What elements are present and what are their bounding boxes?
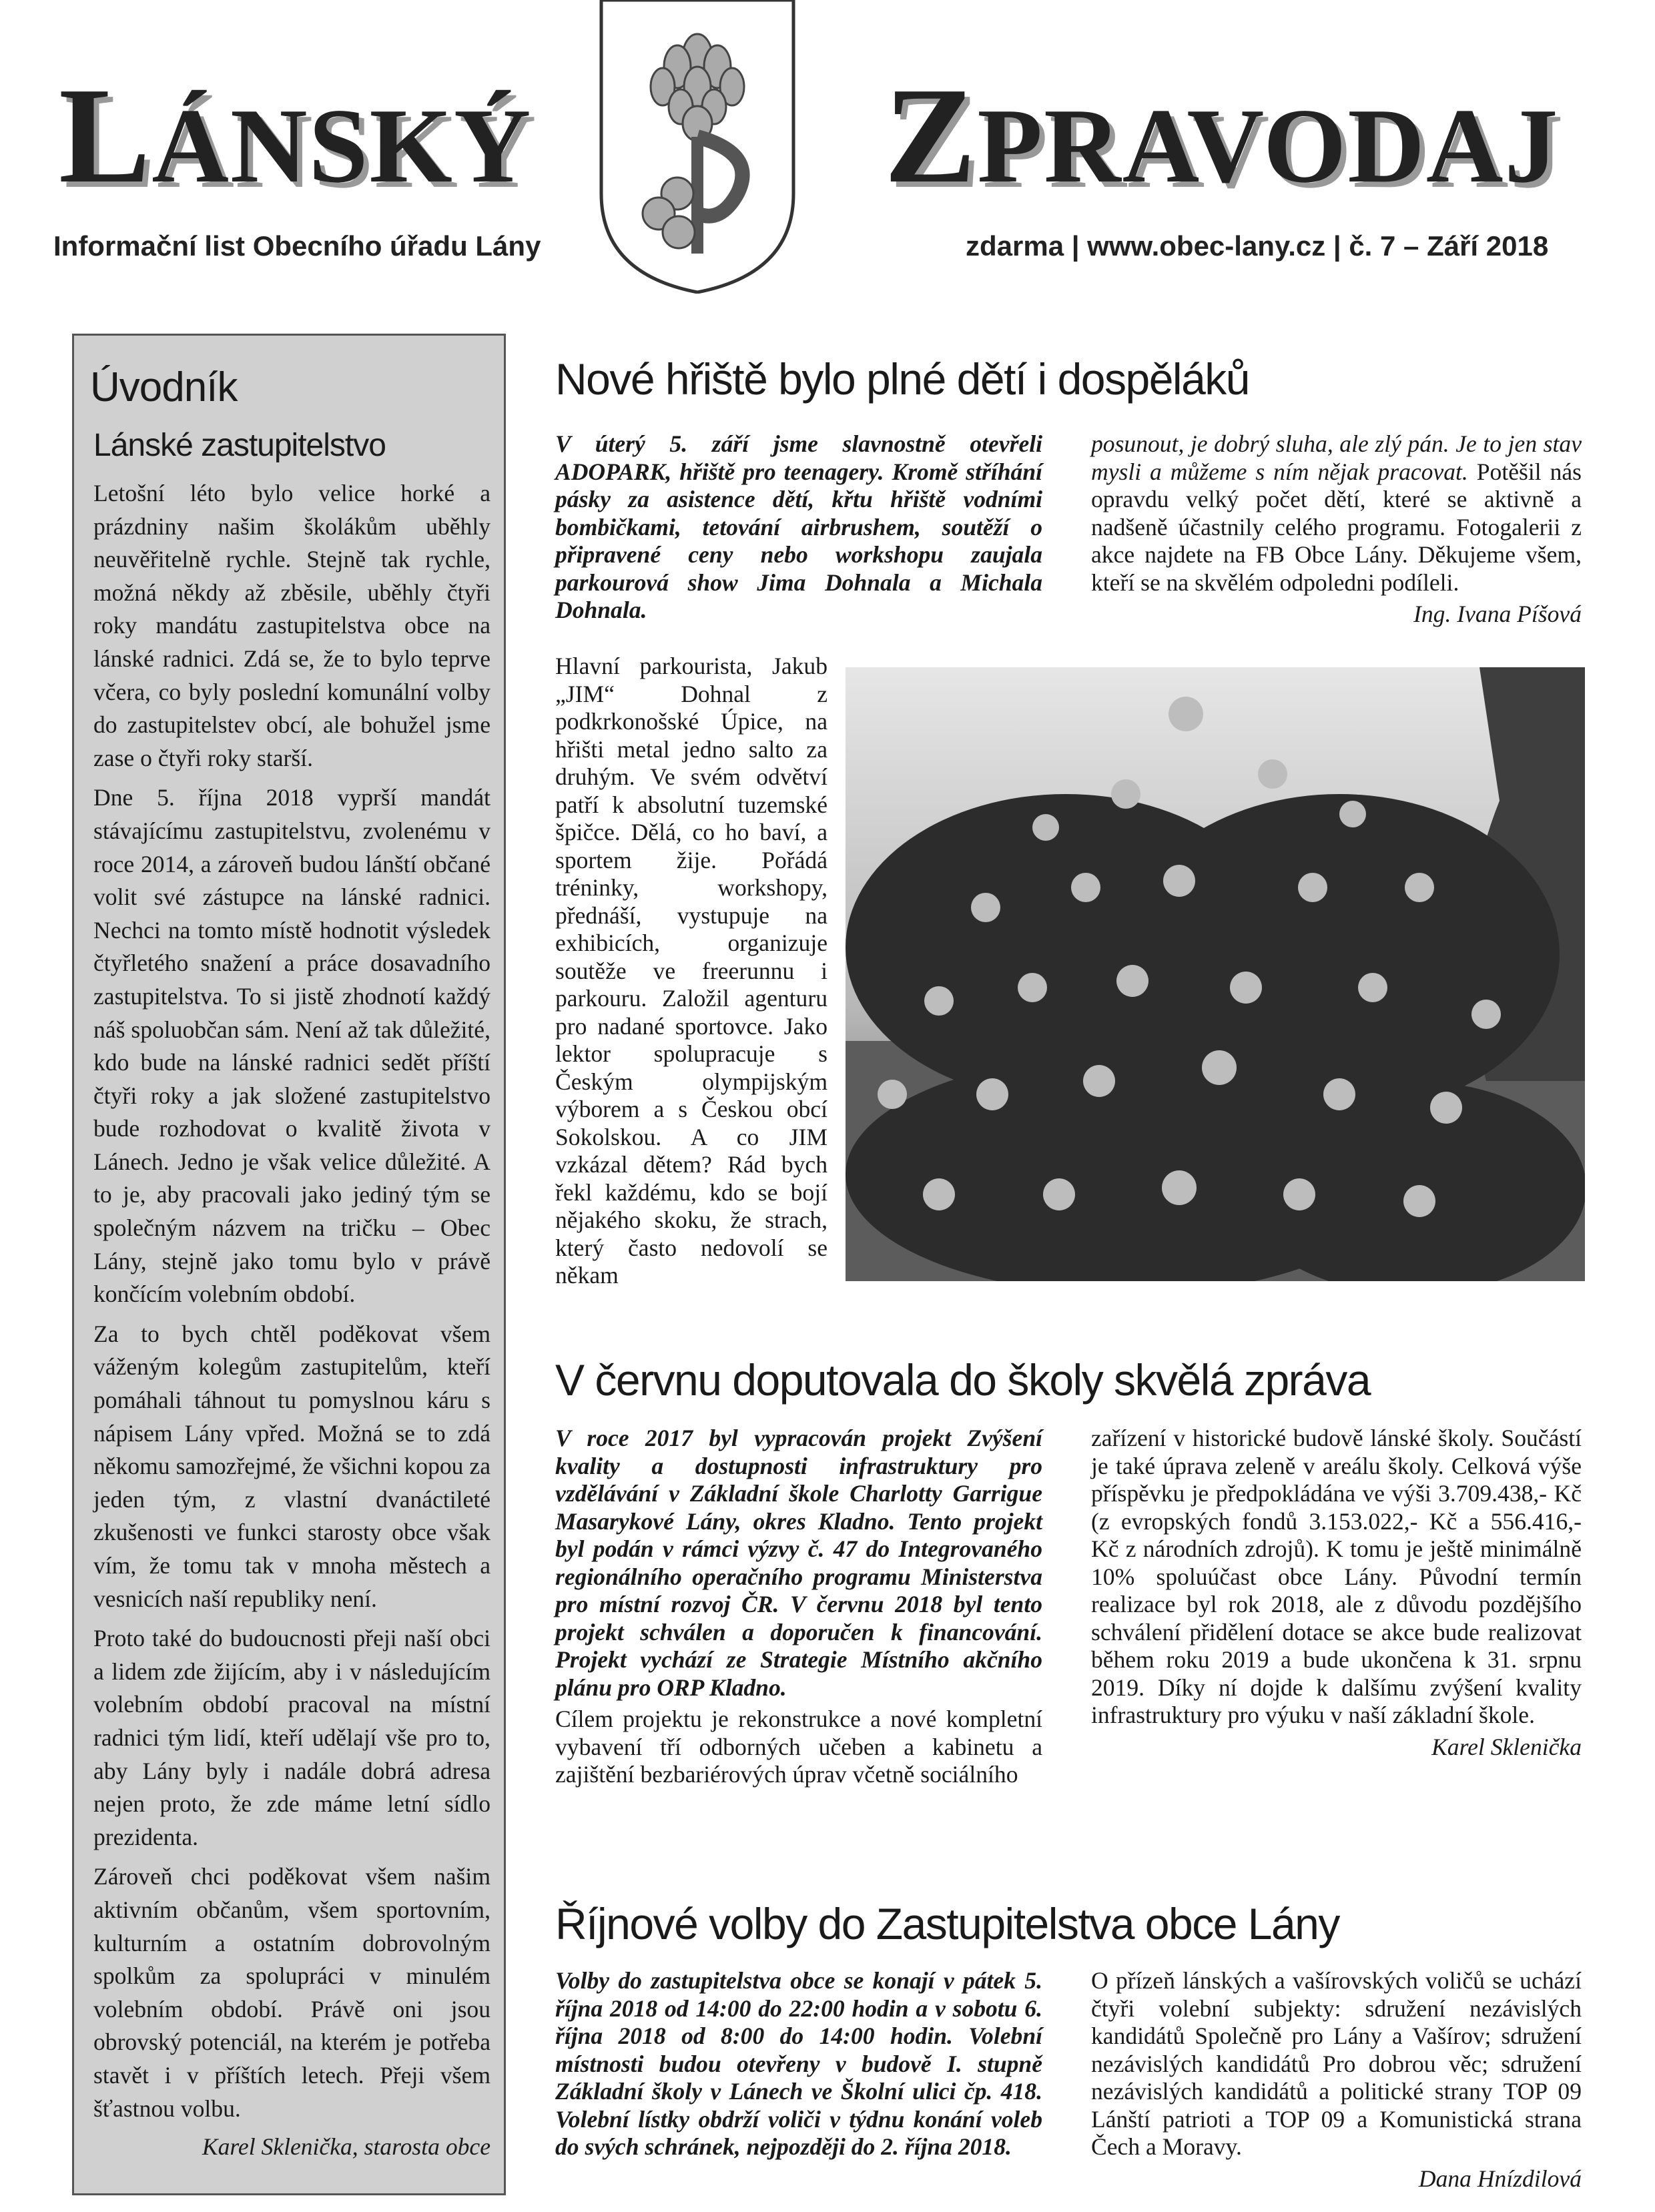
masthead-right-rest: PRAVODAJ — [977, 86, 1560, 205]
village-crest-icon — [597, 0, 797, 294]
article1-body-right-italic: posunout, je dobrý sluha, ale zlý pán. Je to jen stav mysli a můžeme s ním nějak pracovat. — [1091, 430, 1582, 485]
editorial-body — [93, 477, 490, 2164]
article1-signature: Ing. Ivana Píšová — [1413, 601, 1582, 627]
playground-group-photo — [846, 667, 1585, 1281]
article1-lead — [555, 430, 1042, 629]
article2-title: V červnu doputovala do školy skvělá zpráva — [555, 1355, 1371, 1405]
article2-left-column — [555, 1425, 1042, 1793]
editorial-heading: Úvodník — [90, 364, 238, 410]
masthead-title-right — [884, 59, 1560, 212]
article1-body-right — [1091, 430, 1582, 629]
article1-title: Nové hřiště bylo plné dětí i dospěláků — [555, 354, 1249, 404]
article3-body-right-text: O přízeň lánských a vašírovských voličů se uchází čtyři volební subjekty: sdružení nezávislých kandidátů Společně pro Lány a Vašírov; sdružení nezávislých kandidátů Pro dobrou věc; sdružení nezávislých kandidátů a politické strany TOP 09 Lánští patrioti a TOP 09 a Komunistická strana Čech a Moravy. — [1091, 1967, 1582, 2160]
editorial-paragraph: Dne 5. října 2018 vyprší mandát stávajícímu zastupitelstvu, zvolenému v roce 2014, a zároveň budou lánští občané volit své zástupce na lánské radnici. Nechci na tomto místě hodnotit výsledek čtyřletého snažení a práce dosavadního zastupitelstva. To si jistě zhodnotí každý náš spoluobčan sám. Není až tak důležité, kdo bude na lánské radnici sedět příští čtyři roky a jak složené zastupitelstvo bude rozhodovat o kvalitě života v Lánech. Jedno je však velice důležité. A to je, aby pracovali jako jediný tým se společným názvem na tričku – Obec Lány, stejně jako tomu bylo v právě končícím volebním období. — [93, 784, 490, 1308]
article1-body-right-text: Potěšil nás opravdu velký počet dětí, které se aktivně a nadšeně účastnily celého programu. Fotogalerii z akce najdete na FB Obce Lány. Děkujeme všem, kteří se na skvělém odpoledni podíleli. — [1091, 458, 1582, 596]
editorial-paragraph: Za to bych chtěl poděkovat všem váženým kolegům zastupitelům, kteří pomáhali táhnout tu pomyslnou káru s nápisem Lány vpřed. Možná se to zdá někomu samozřejmé, že všichni kopou za jeden tým, z vlastní dvanáctileté zkušenosti ve funkci starosty obce však vím, že tomu tak v mnoha městech a vesnicích naší republiky není. — [93, 1320, 490, 1612]
article2-right-column — [1091, 1425, 1582, 1761]
article3-left-column — [555, 1967, 1042, 2165]
article3-signature: Dana Hnízdilová — [1418, 2165, 1582, 2192]
masthead-left-rest: ÁNSKÝ — [151, 86, 533, 205]
article2-body-left-text: Cílem projektu je rekonstrukce a nové kompletní vybavení tří odborných učeben a kabinetu a zajištění bezbariérových úprav včetně sociálního — [555, 1706, 1042, 1788]
article2-signature: Karel Sklenička — [1431, 1733, 1582, 1760]
editorial-paragraph: Zároveň chci poděkovat všem našim aktivním občanům, všem sportovním, kulturním a ostatním dobrovolným spolkům za spolupráci v minulém volebním období. Právě oni jsou obrovský potenciál, na kterém je potřeba stavět i v příštích letech. Přeji všem šťastnou volbu. — [93, 1863, 490, 2122]
masthead-subtitle-right: zdarma | www.obec-lany.cz | č. 7 – Září 2018 — [966, 230, 1549, 262]
editorial-paragraph: Proto také do budoucnosti přeji naší obci a lidem zde žijícím, aby i v následujícím volebním období pracoval na místní radnici tým lidí, kteří udělají vše pro to, aby Lány byly i nadále dobrá adresa nejen proto, že zde máme letní sídlo prezidenta. — [93, 1625, 490, 1850]
editorial-subheading: Lánské zastupitelstvo — [93, 428, 386, 463]
masthead-subtitle-left: Informační list Obecního úřadu Lány — [53, 230, 541, 262]
article3-lead-text: Volby do zastupitelstva obce se konají v pátek 5. října 2018 od 14:00 do 22:00 hodin a v sobotu 6. října 2018 od 8:00 do 14:00 hodin. Volební místnosti budou otevřeny v budově I. stupně Základní školy v Lánech ve Školní ulici čp. 418. Volební lístky obdrží voliči v týdnu konání voleb do svých schránek, nejpozději do 2. října 2018. — [555, 1967, 1042, 2160]
article1-body-right-paragraph — [1091, 430, 1582, 597]
masthead-right-initial: Z — [884, 59, 978, 212]
article3-title: Říjnové volby do Zastupitelstva obce Lány — [555, 1899, 1339, 1948]
editorial-signature: Karel Sklenička, starosta obce — [202, 2133, 490, 2161]
article1-body-left — [555, 653, 828, 1294]
masthead-left-initial: L — [59, 59, 152, 212]
article3-right-column — [1091, 1967, 1582, 2193]
masthead-title-left — [59, 59, 533, 212]
article1-lead-text: V úterý 5. září jsme slavnostně otevřeli ADOPARK, hřiště pro teenagery. Kromě stříhání pásky za asistence dětí, křtu hřiště vodními bombičkami, tetování airbrushem, soutěží o připravené ceny nebo workshopu zaujala parkourová show Jima Dohnala a Michala Dohnala. — [555, 430, 1042, 623]
article2-body-right-text: zařízení v historické budově lánské školy. Součástí je také úprava zeleně v areálu školy. Celková výše příspěvku je předpokládána ve výši 3.709.438,- Kč (z evropských fondů 3.153.022,- Kč a 556.416,- Kč z národních zdrojů). K tomu je ještě minimálně 10% spoluúčast obce Lány. Původní termín realizace byl rok 2018, ale z důvodu pozdějšího schválení přidělení dotace se akce bude realizovat během roku 2019 a bude ukončena k 31. srpnu 2019. Díky ní dojde k dalšímu zvýšení kvality infrastruktury pro výuku v naší základní škole. — [1091, 1425, 1582, 1728]
article1-body-left-text: Hlavní parkourista, Jakub „JIM“ Dohnal z podkrkonošské Úpice, na hřišti metal jedno salto za druhým. Ve svém odvětví patří k absolutní tuzemské špičce. Dělá, co ho baví, a sportem žije. Pořádá tréninky, workshopy, přednáší, vystupuje na exhibicích, organizuje soutěže ve freerunnu i parkouru. Založil agenturu pro nadané sportovce. Jako lektor spolupracuje s Českým olympijským výborem a s Českou obcí Sokolskou. A co JIM vzkázal dětem? Rád bych řekl každému, kdo se bojí nějakého skoku, že strach, který často nedovolí se někam — [555, 653, 828, 1288]
editorial-paragraph: Letošní léto bylo velice horké a prázdniny našim školákům uběhly neuvěřitelně rychle. Stejně tak rychle, možná někdy až zběsile, uběhly čtyři roky mandátu zastupitelstva obce na lánské radnici. Zdá se, že to bylo teprve včera, co byly poslední komunální volby do zastupitelstev obcí, ale bohužel jsme zase o čtyři roky starší. — [93, 480, 490, 771]
article2-lead-text: V roce 2017 byl vypracován projekt Zvýšení kvality a dostupnosti infrastruktury pro vzdělávání v Základní škole Charlotty Garrigue Masarykové Lány, okres Kladno. Tento projekt byl podán v rámci výzvy č. 47 do Integrovaného regionálního operačního programu Ministerstva pro místní rozvoj ČR. V červnu 2018 byl tento projekt schválen a doporučen k financování. Projekt vychází ze Strategie Místního akčního plánu pro ORP Kladno. — [555, 1425, 1042, 1701]
